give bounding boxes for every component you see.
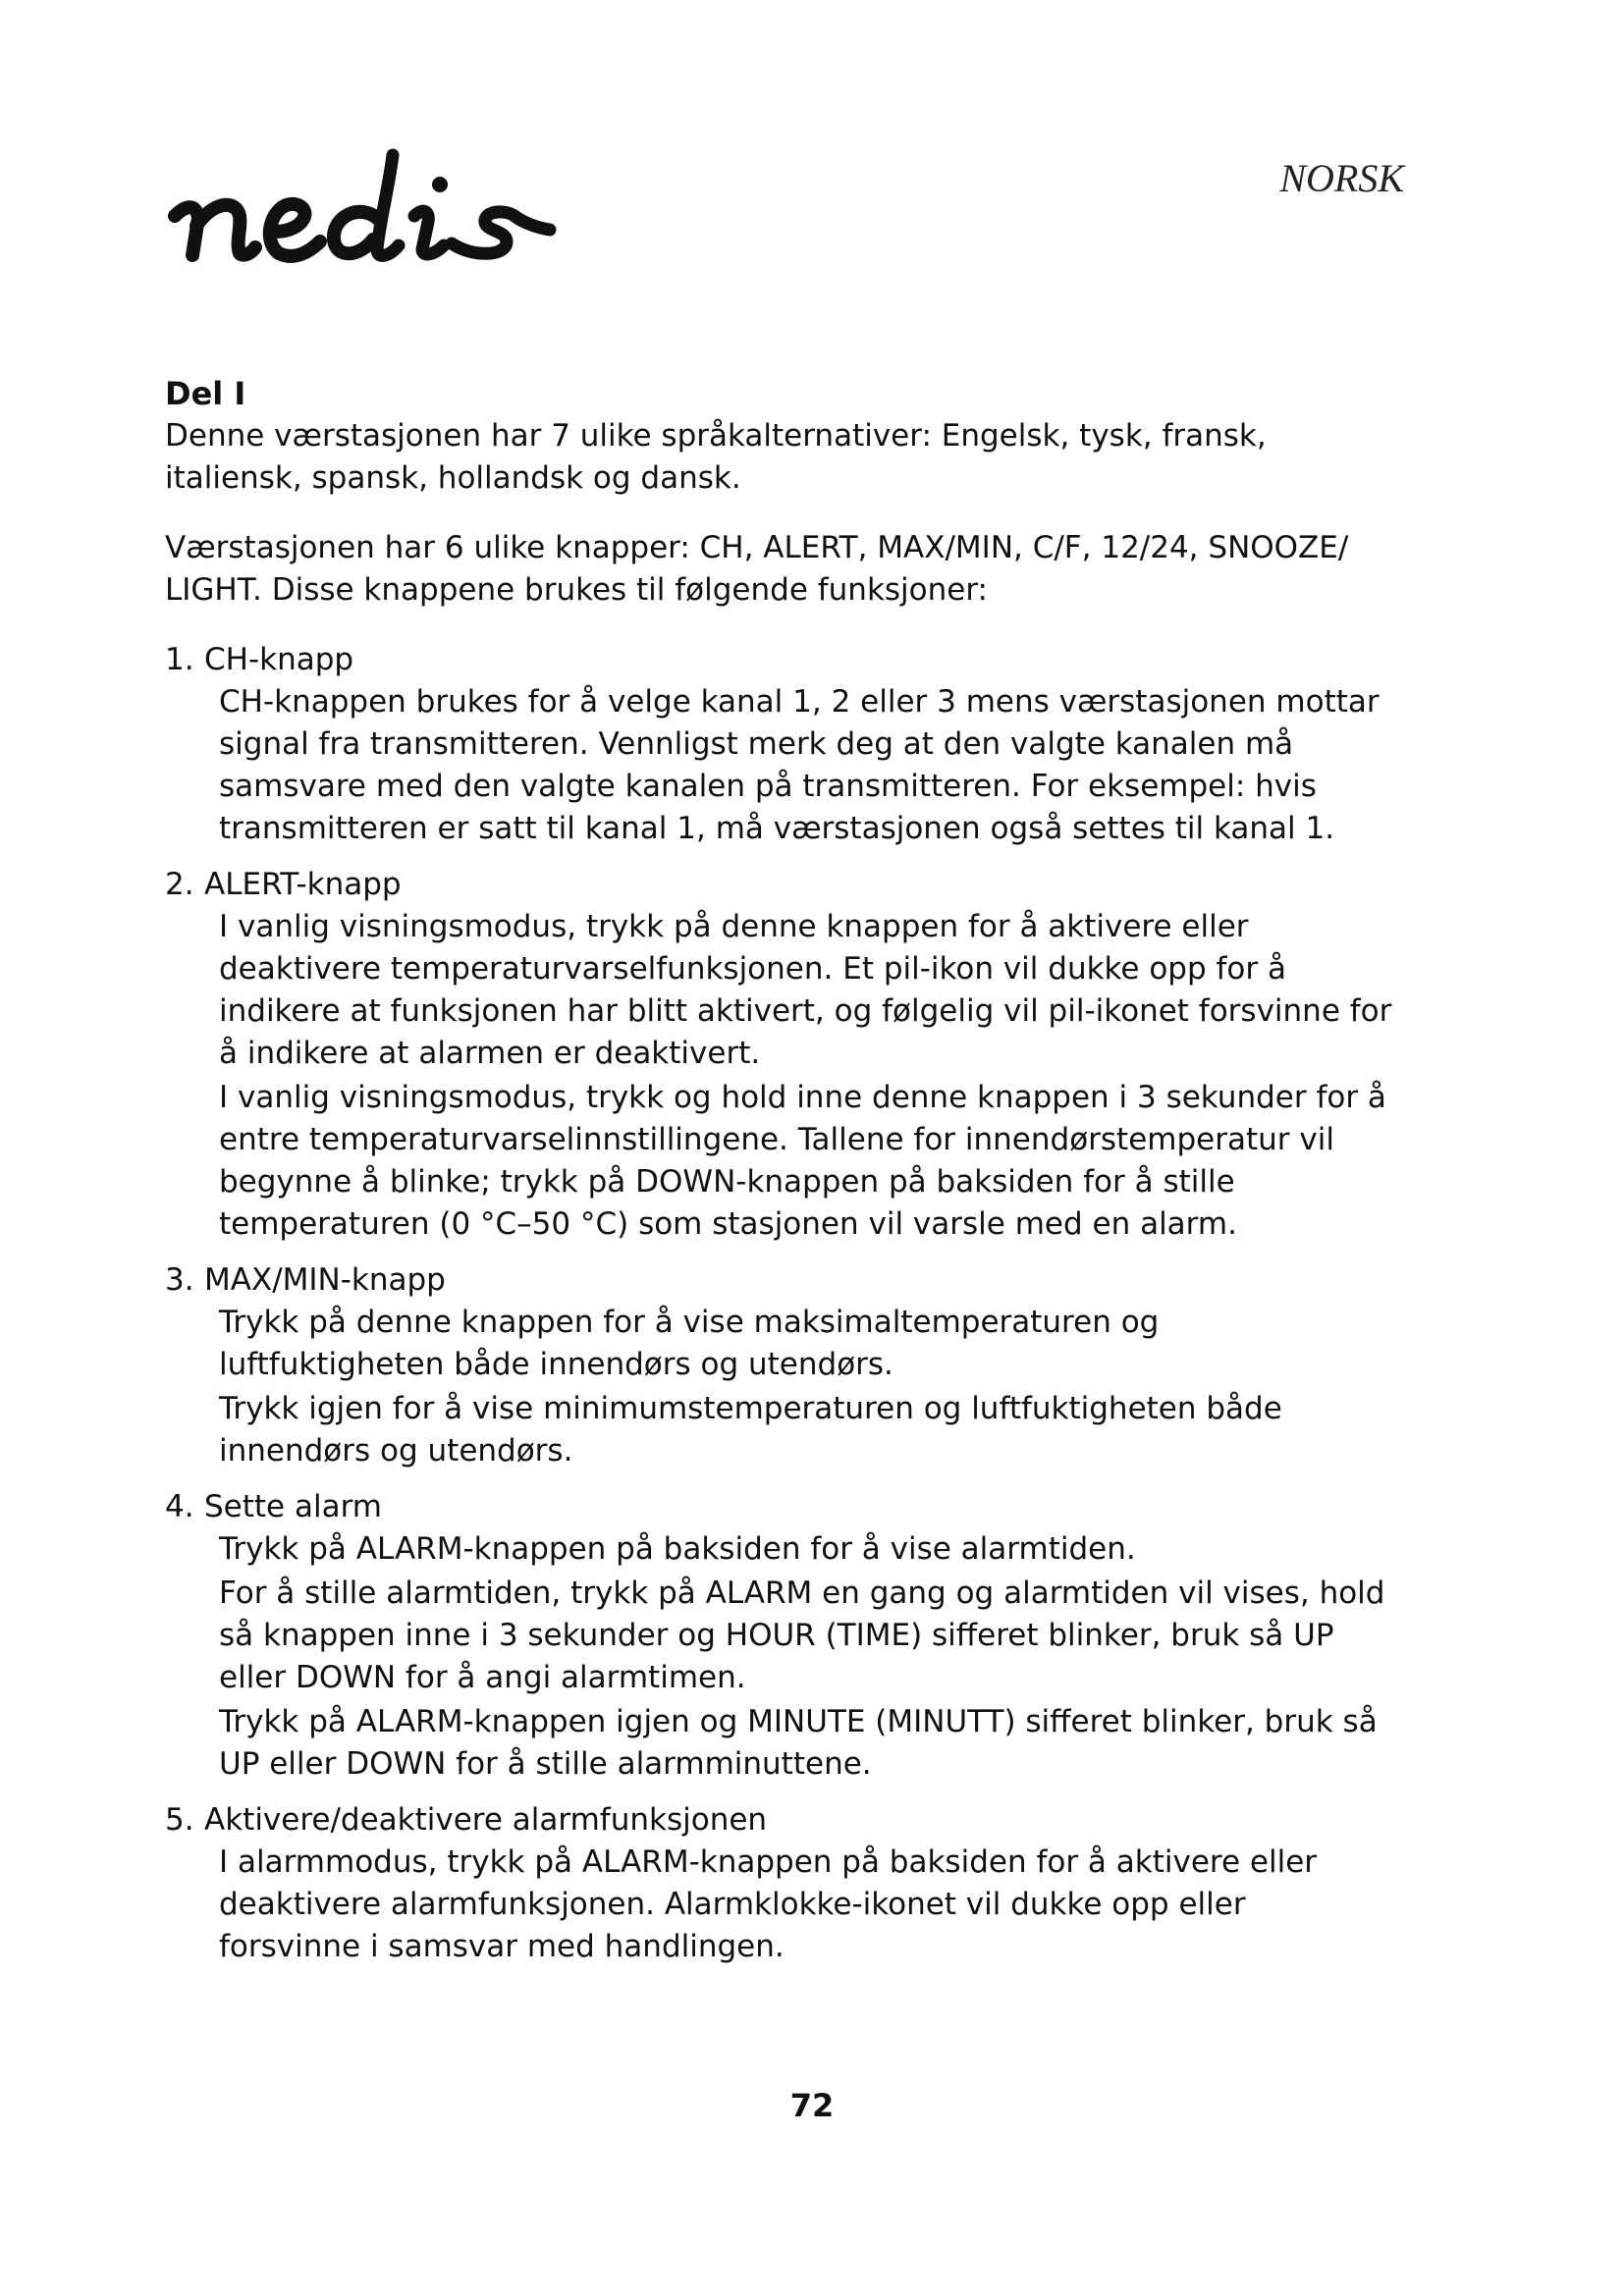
function-list	[165, 639, 1392, 1968]
list-item-paragraph: Trykk igjen for å vise minimumstemperaturen og luftfuktigheten både innendørs og utendørs.	[219, 1391, 1282, 1468]
list-item-paragraph: CH-knappen brukes for å velge kanal 1, 2 eller 3 mens værstasjonen mottar signal fra transmitteren. Vennligst merk deg at den valgte kanalen må samsvare med den valgte kanalen på transmitteren. For eksempel: hvis transmitteren er satt til kanal 1, må værstasjonen også settes til kanal 1.	[219, 684, 1380, 846]
list-item-title: MAX/MIN-knapp	[204, 1262, 446, 1298]
list-item-heading	[165, 1799, 1392, 1842]
list-item-heading	[165, 639, 1392, 681]
intro-paragraph-2: Værstasjonen har 6 ulike knapper: CH, ALERT, MAX/MIN, C/F, 12/24, SNOOZE/ LIGHT. Disse knappene brukes til følgende funksjoner:	[165, 530, 1349, 608]
list-item-heading	[165, 1486, 1392, 1528]
list-item-heading	[165, 1259, 1392, 1302]
list-item-body	[165, 1528, 1392, 1786]
list-item-number: 5.	[165, 1802, 194, 1838]
list-item-paragraph: Trykk på denne knappen for å vise maksimaltemperaturen og luftfuktigheten både innendørs og utendørs.	[219, 1305, 1160, 1382]
section-title: Del I	[165, 375, 246, 412]
language-label: NORSK	[1279, 156, 1404, 200]
list-item-paragraph: Trykk på ALARM-knappen på baksiden for å vise alarmtiden.	[219, 1531, 1136, 1567]
list-item-number: 4.	[165, 1489, 194, 1524]
list-item	[165, 1486, 1392, 1786]
list-item-number: 1.	[165, 642, 194, 677]
list-item-title: Aktivere/deaktivere alarmfunksjonen	[204, 1802, 768, 1838]
page-number: 72	[789, 2087, 835, 2124]
list-item-paragraph: I alarmmodus, trykk på ALARM-knappen på baksiden for å aktivere eller deaktivere alarmfunksjonen. Alarmklokke-ikonet vil dukke opp eller forsvinne i samsvar med handlingen.	[219, 1844, 1318, 1964]
list-item-title: ALERT-knapp	[204, 867, 402, 902]
brand-logo	[157, 147, 609, 285]
list-item-number: 2.	[165, 867, 194, 902]
list-item	[165, 639, 1392, 850]
list-item-heading	[165, 864, 1392, 906]
list-item-body	[165, 906, 1392, 1246]
list-item-body	[165, 681, 1392, 850]
document-body	[165, 373, 1392, 1982]
list-item-paragraph: For å stille alarmtiden, trykk på ALARM en gang og alarmtiden vil vises, hold så knappen inne i 3 sekunder og HOUR (TIME) sifferet blinker, bruk så UP eller DOWN for å angi alarmtimen.	[219, 1575, 1385, 1695]
list-item-title: Sette alarm	[204, 1489, 382, 1524]
list-item-body	[165, 1302, 1392, 1472]
list-item-number: 3.	[165, 1262, 194, 1298]
list-item-paragraph: Trykk på ALARM-knappen igjen og MINUTE (MINUTT) sifferet blinker, bruk så UP eller DOWN for å stille alarmminuttene.	[219, 1704, 1378, 1782]
intro-paragraph-1: Denne værstasjonen har 7 ulike språkalternativer: Engelsk, tysk, fransk, italiensk, spansk, hollandsk og dansk.	[165, 418, 1267, 496]
list-item	[165, 1259, 1392, 1472]
list-item	[165, 864, 1392, 1246]
list-item	[165, 1799, 1392, 1968]
list-item-paragraph: I vanlig visningsmodus, trykk på denne knappen for å aktivere eller deaktivere temperaturvarselfunksjonen. Et pil-ikon vil dukke opp for å indikere at funksjonen har blitt aktivert, og følgelig vil pil-ikonet forsvinne for å indikere at alarmen er deaktivert.	[219, 909, 1392, 1071]
list-item-paragraph: I vanlig visningsmodus, trykk og hold inne denne knappen i 3 sekunder for å entre temperaturvarselinnstillingene. Tallene for innendørstemperatur vil begynne å blinke; trykk på DOWN-knappen på baksiden for å stille temperaturen (0 °C–50 °C) som stasjonen vil varsle med en alarm.	[219, 1080, 1386, 1242]
list-item-title: CH-knapp	[204, 642, 354, 677]
list-item-body	[165, 1842, 1392, 1968]
